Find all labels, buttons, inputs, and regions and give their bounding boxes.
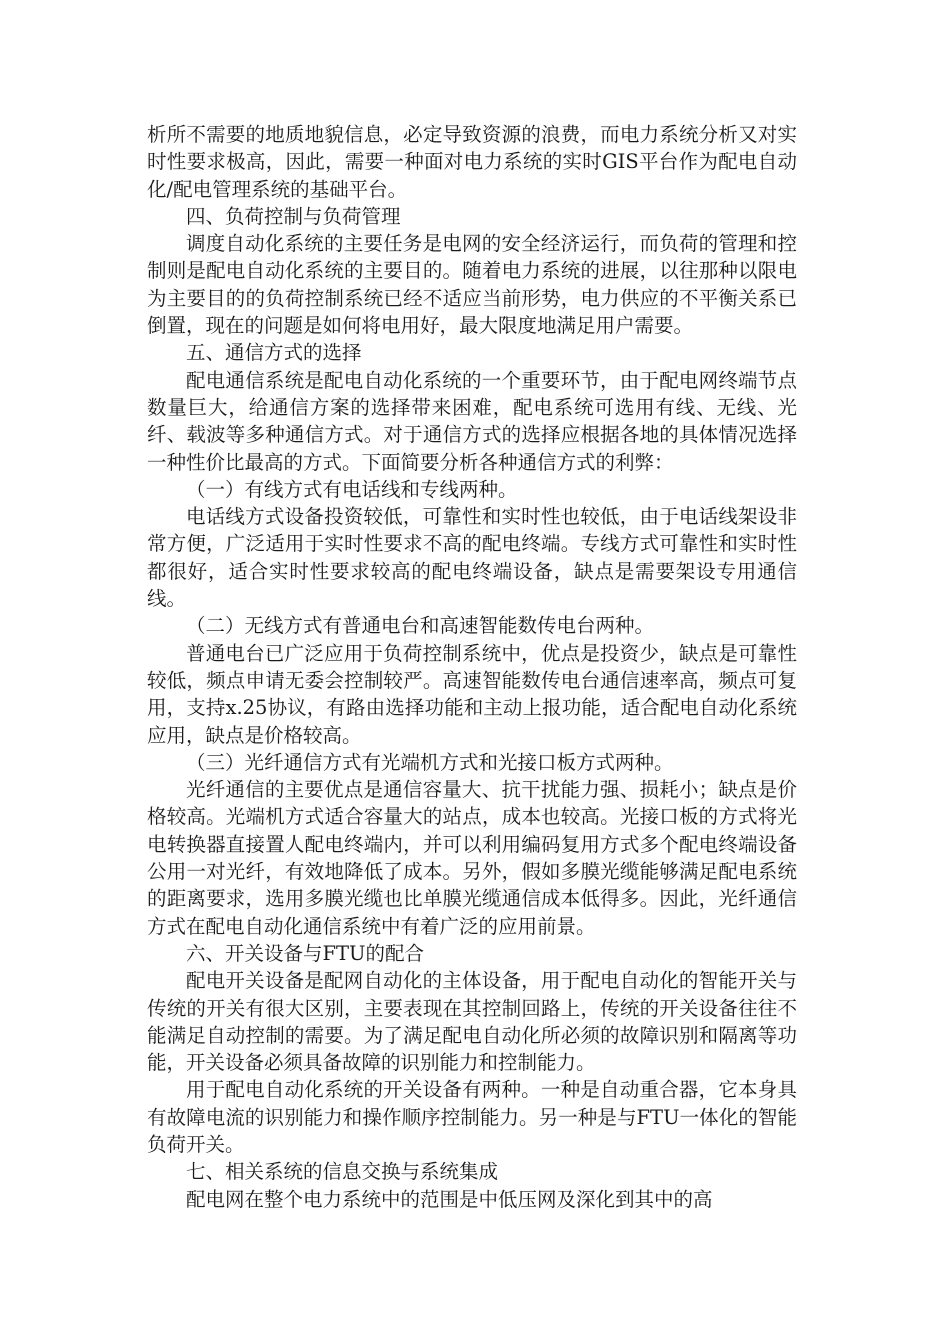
paragraph-load-management: 调度自动化系统的主要任务是电网的安全经济运行，而负荷的管理和控制则是配电自动化系统的主要目的。随着电力系统的进展，以往那种以限电为主要目的的负荷控制系统已经不适应当前形势，电力供应的不平衡关系已倒置，现在的问题是如何将电用好，最大限度地满足用户需要。 bbox=[147, 232, 797, 338]
paragraph-continuation: 析所不需要的地质地貌信息，必定导致资源的浪费，而电力系统分析又对实时性要求极高，因此，需要一种面对电力系统的实时GIS平台作为配电自动化/配电管理系统的基础平台。 bbox=[147, 123, 797, 201]
section-heading-4: 四、负荷控制与负荷管理 bbox=[186, 204, 401, 228]
paragraph-communication: 配电通信系统是配电自动化系统的一个重要环节，由于配电网终端节点数量巨大，给通信方案的选择带来困难，配电系统可选用有线、无线、光纤、载波等多种通信方式。对于通信方式的选择应根据各地的具体情况选择一种性价比最高的方式。下面简要分析各种通信方式的利弊： bbox=[147, 368, 797, 474]
subsection-wireless: （二）无线方式有普通电台和高速智能数传电台两种。 bbox=[186, 614, 655, 638]
section-heading-6: 六、开关设备与FTU的配合 bbox=[186, 941, 424, 965]
paragraph-fiber: 光纤通信的主要优点是通信容量大、抗干扰能力强、损耗小；缺点是价格较高。光端机方式适合容量大的站点，成本也较高。光接口板的方式将光电转换器直接置人配电终端内，并可以利用编码复用方式多个配电终端设备公用一对光纤，有效地降低了成本。另外，假如多膜光缆能够满足配电系统的距离要求，选用多膜光缆也比单膜光缆通信成本低得多。因此，光纤通信方式在配电自动化通信系统中有着广泛的应用前景。 bbox=[147, 778, 797, 938]
paragraph-wired: 电话线方式设备投资较低，可靠性和实时性也较低，由于电话线架设非常方便，广泛适用于实时性要求不高的配电终端。专线方式可靠性和实时性都很好，适合实时性要求较高的配电终端设备，缺点是需要架设专用通信线。 bbox=[147, 505, 797, 611]
section-heading-5: 五、通信方式的选择 bbox=[186, 341, 362, 365]
paragraph-integration: 配电网在整个电力系统中的范围是中低压网及深化到其中的高 bbox=[186, 1187, 713, 1211]
subsection-wired: （一）有线方式有电话线和专线两种。 bbox=[186, 477, 518, 501]
paragraph-switchgear-types: 用于配电自动化系统的开关设备有两种。一种是自动重合器，它本身具有故障电流的识别能力和操作顺序控制能力。另一种是与FTU一体化的智能负荷开关。 bbox=[147, 1078, 797, 1156]
paragraph-wireless: 普通电台已广泛应用于负荷控制系统中，优点是投资少，缺点是可靠性较低，频点申请无委会控制较严。高速智能数传电台通信速率高，频点可复用，支持x.25协议，有路由选择功能和主动上报功能，适合配电自动化系统应用，缺点是价格较高。 bbox=[147, 641, 797, 747]
subsection-fiber: （三）光纤通信方式有光端机方式和光接口板方式两种。 bbox=[186, 750, 674, 774]
section-heading-7: 七、相关系统的信息交换与系统集成 bbox=[186, 1160, 499, 1184]
document-body bbox=[147, 121, 797, 1213]
paragraph-switchgear: 配电开关设备是配网自动化的主体设备，用于配电自动化的智能开关与传统的开关有很大区别，主要表现在其控制回路上，传统的开关设备往往不能满足自动控制的需要。为了满足配电自动化所必须的故障识别和隔离等功能，开关设备必须具备故障的识别能力和控制能力。 bbox=[147, 969, 797, 1075]
